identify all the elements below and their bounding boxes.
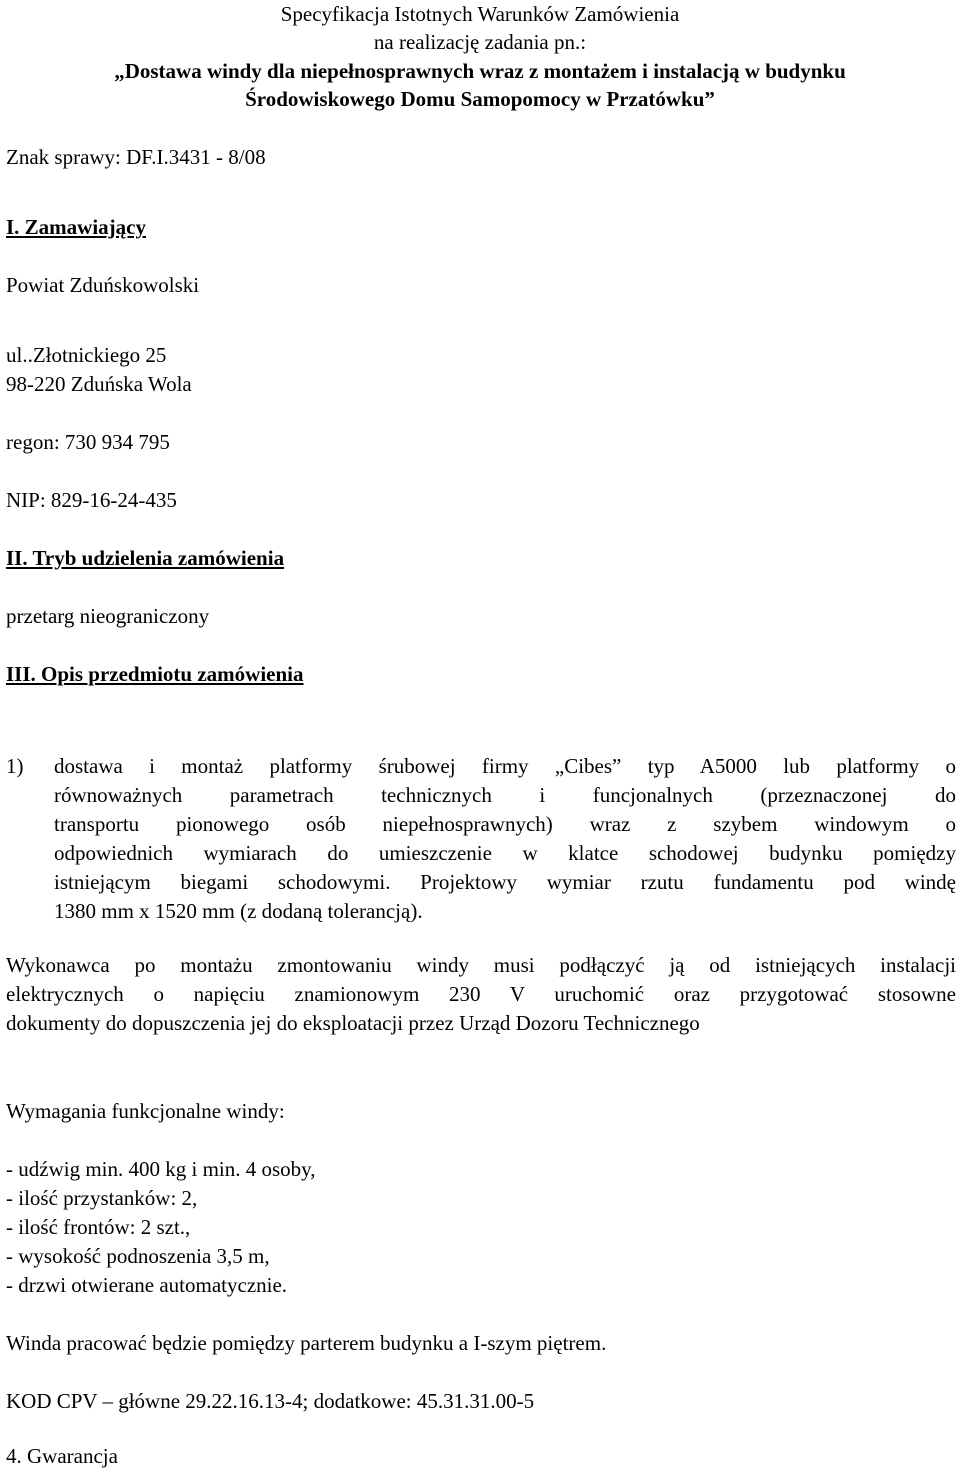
contractor-paragraph — [6, 951, 956, 1038]
requirement-item: - wysokość podnoszenia 3,5 m, — [6, 1244, 270, 1268]
item-1-line: dostawa i montaż platformy śrubowej firmy „Cibes” typ A5000 lub platformy o — [54, 754, 956, 778]
operation-floors: Winda pracować będzie pomiędzy parterem budynku a I-szym piętrem. — [6, 1331, 607, 1355]
header-task-title-1: „Dostawa windy dla niepełnosprawnych wraz z montażem i instalacją w budynku — [114, 59, 846, 83]
header-line-2: na realizację zadania pn.: — [373, 30, 587, 54]
section-1-title: I. Zamawiający — [6, 215, 146, 239]
header-task-title-2: Środowiskowego Domu Samopomocy w Przatówku” — [245, 87, 715, 111]
item-1-line: odpowiednich wymiarach do umieszczenie w klatce schodowej budynku pomiędzy — [54, 841, 956, 865]
contractor-line: dokumenty do dopuszczenia jej do eksploatacji przez Urząd Dozoru Technicznego — [6, 1011, 700, 1035]
procurement-mode: przetarg nieograniczony — [6, 604, 210, 628]
regon-number: regon: 730 934 795 — [6, 430, 170, 454]
item-1-label: 1) — [6, 754, 24, 778]
requirement-item: - ilość frontów: 2 szt., — [6, 1215, 191, 1239]
contractor-line: elektrycznych o napięciu znamionowym 230 V uruchomić oraz przygotować stosowne — [6, 982, 956, 1006]
contracting-authority-name: Powiat Zduńskowolski — [6, 273, 200, 297]
requirement-item: - drzwi otwierane automatycznie. — [6, 1273, 288, 1297]
item-1-line: 1380 mm x 1520 mm (z dodaną tolerancją). — [54, 899, 423, 923]
item-1-line: transportu pionowego osób niepełnosprawnych) wraz z szybem windowym o — [54, 812, 956, 836]
address-street: ul..Złotnickiego 25 — [6, 343, 167, 367]
contractor-line: Wykonawca po montażu zmontowaniu windy musi podłączyć ją od istniejących instalacji — [6, 953, 956, 977]
section-3-title: III. Opis przedmiotu zamówienia — [6, 662, 304, 686]
item-1-description — [54, 752, 956, 926]
case-number: Znak sprawy: DF.I.3431 - 8/08 — [6, 145, 266, 169]
cpv-codes: KOD CPV – główne 29.22.16.13-4; dodatkowe: 45.31.31.00-5 — [6, 1389, 535, 1413]
item-1-line: istniejącym biegami schodowymi. Projektowy wymiar rzutu fundamentu pod windę — [54, 870, 956, 894]
requirement-item: - udźwig min. 400 kg i min. 4 osoby, — [6, 1157, 316, 1181]
header-line-1: Specyfikacja Istotnych Warunków Zamówienia — [280, 2, 680, 26]
requirement-item: - ilość przystanków: 2, — [6, 1186, 198, 1210]
address-city: 98-220 Zduńska Wola — [6, 372, 192, 396]
section-4-title: 4. Gwarancja — [6, 1444, 118, 1468]
requirements-title: Wymagania funkcjonalne windy: — [6, 1099, 285, 1123]
nip-number: NIP: 829-16-24-435 — [6, 488, 177, 512]
item-1-line: równoważnych parametrach technicznych i funcjonalnych (przeznaczonej do — [54, 783, 956, 807]
section-2-title: II. Tryb udzielenia zamówienia — [6, 546, 285, 570]
